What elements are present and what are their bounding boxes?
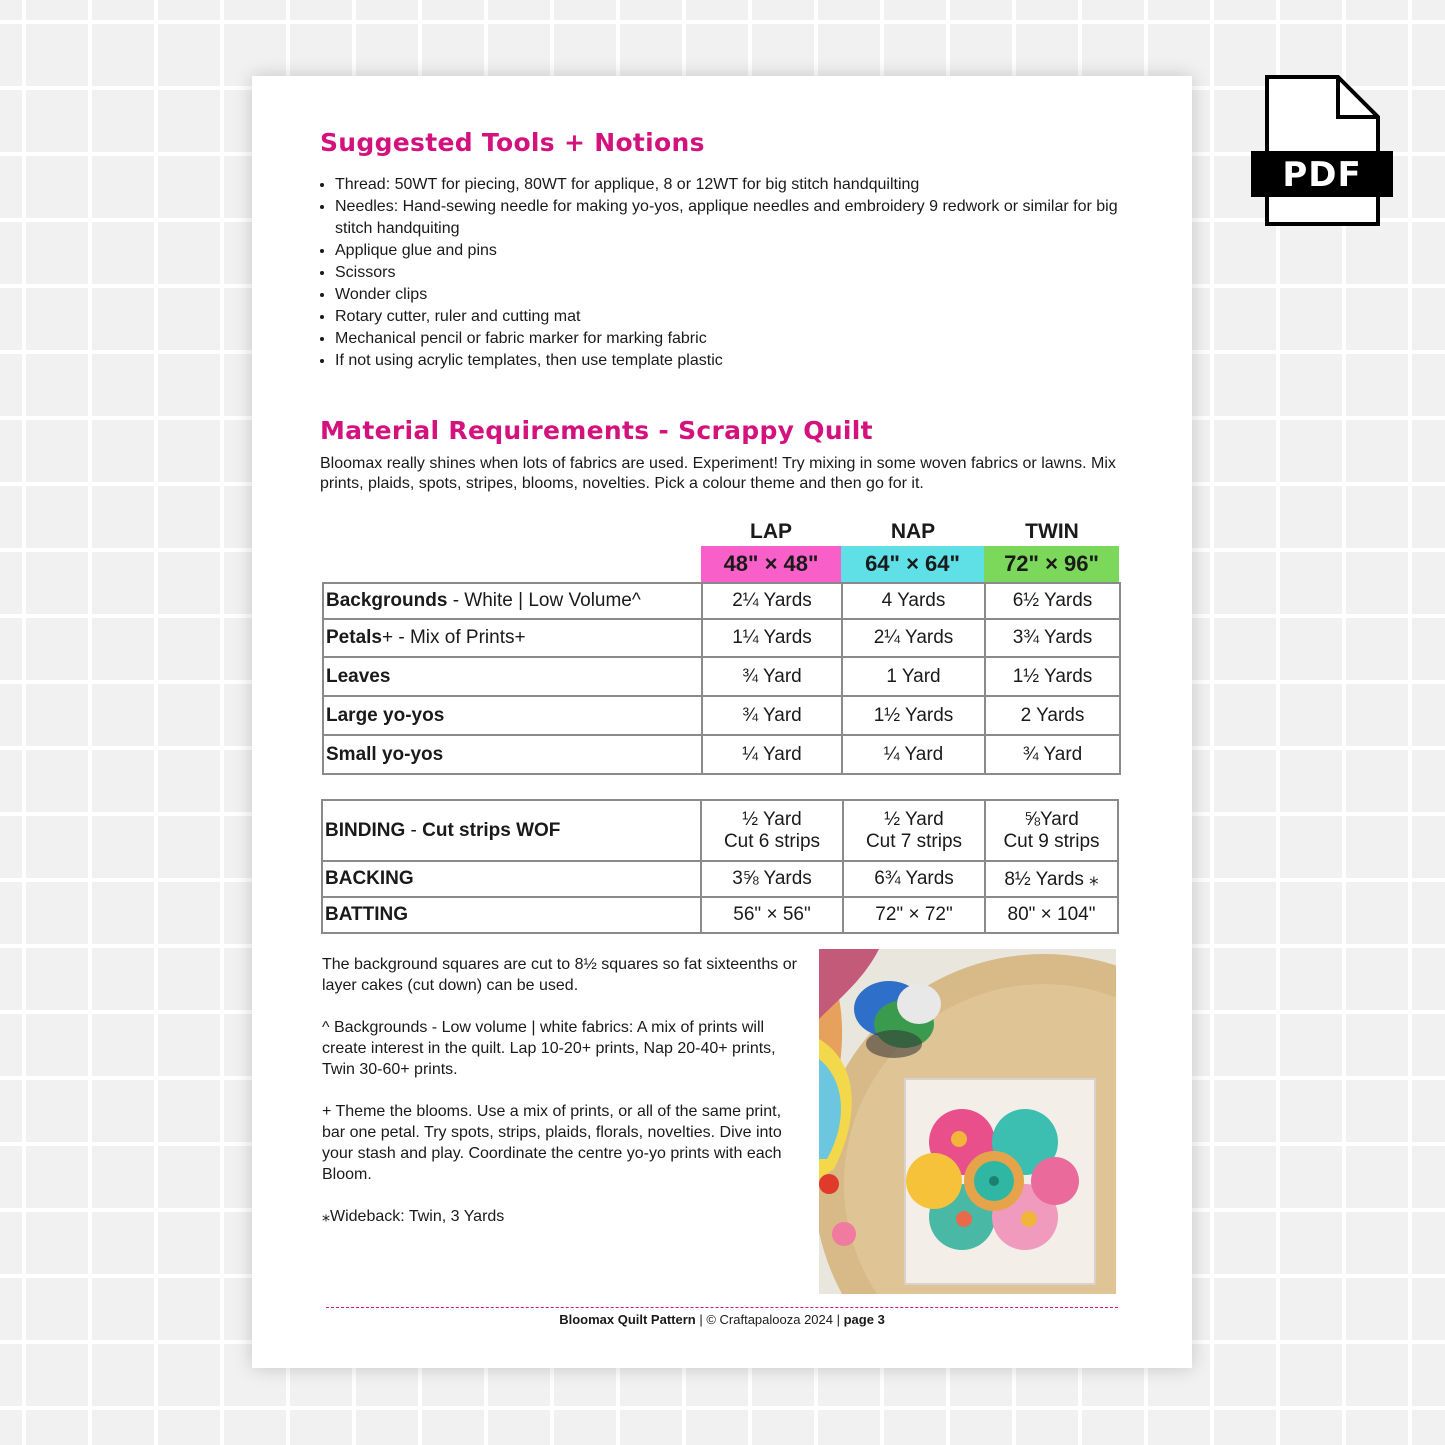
size-name-nap: NAP (890, 520, 936, 543)
cell-nap: 1 Yard (842, 657, 985, 696)
tools-heading: Suggested Tools + Notions (320, 128, 705, 157)
materials-intro: Bloomax really shines when lots of fabrics are used. Experiment! Try mixing in some woven fabrics or lawns. Mix prints, plaids, spots, stripes, blooms, novelties. Pick a colour theme and then go for it. (320, 455, 1116, 492)
row-label: Leaves (323, 657, 702, 696)
cell-twin: ¾ Yard (985, 735, 1120, 774)
list-item: • Needles: Hand-sewing needle for making yo-yos, applique needles and embroidery 9 redwork or similar for big stitch handquiting (335, 196, 1135, 240)
table-row (323, 657, 1120, 696)
size-dims-nap: 64" × 64" (841, 546, 984, 582)
cell-nap: ¼ Yard (842, 735, 985, 774)
page-footer (252, 1312, 1192, 1327)
cell-nap: 6¾ Yards (843, 861, 985, 897)
size-name-lap: LAP (750, 520, 792, 543)
list-item: • Rotary cutter, ruler and cutting mat (335, 306, 1135, 328)
table-row (323, 619, 1120, 657)
size-dims-twin: 72" × 96" (984, 546, 1119, 582)
row-label: BATTING (322, 897, 701, 933)
quilt-block-photo (819, 949, 1116, 1294)
cell-lap: ¾ Yard (702, 657, 842, 696)
notes (322, 954, 802, 1248)
note-paragraph: ⁎Wideback: Twin, 3 Yards (322, 1208, 505, 1225)
document-page (252, 76, 1192, 1368)
cell-lap: 56" × 56" (701, 897, 843, 933)
table-row (322, 800, 1118, 861)
cell-lap: ½ Yard Cut 6 strips (701, 800, 843, 861)
list-item: • Applique glue and pins (335, 240, 1135, 262)
note-paragraph: + Theme the blooms. Use a mix of prints, or all of the same print, bar one petal. Try spots, strips, plaids, florals, novelties. Dive into your stash and play. Coordinate the centre yo-yo prints with each Bloom. (322, 1103, 782, 1183)
table-row (322, 897, 1118, 933)
footer-divider (326, 1307, 1118, 1308)
table-row (323, 735, 1120, 774)
cell-twin: 3¾ Yards (985, 619, 1120, 657)
row-label: BACKING (322, 861, 701, 897)
note-paragraph: The background squares are cut to 8½ squares so fat sixteenths or layer cakes (cut down) can be used. (322, 956, 797, 994)
finishing-table (321, 799, 1119, 934)
fabric-table (322, 582, 1121, 775)
cell-nap: 2¼ Yards (842, 619, 985, 657)
row-label: Petals+ - Mix of Prints+ (323, 619, 702, 657)
list-item: • Scissors (335, 262, 1135, 284)
cell-lap: 2¼ Yards (702, 583, 842, 619)
cell-lap: 1¼ Yards (702, 619, 842, 657)
tools-list (318, 174, 1135, 372)
table-row (323, 696, 1120, 735)
cell-lap: 3⅝ Yards (701, 861, 843, 897)
cell-nap: 72" × 72" (843, 897, 985, 933)
cell-lap: ¼ Yard (702, 735, 842, 774)
page-number: page 3 (843, 1312, 885, 1327)
row-label: Small yo-yos (323, 735, 702, 774)
size-dims-lap: 48" × 48" (701, 546, 841, 582)
list-item: • Thread: 50WT for piecing, 80WT for applique, 8 or 12WT for big stitch handquilting (335, 174, 1135, 196)
table-row (323, 583, 1120, 619)
cell-twin: 6½ Yards (985, 583, 1120, 619)
cell-twin: 2 Yards (985, 696, 1120, 735)
row-label: Backgrounds - White | Low Volume^ (323, 583, 702, 619)
row-label: Large yo-yos (323, 696, 702, 735)
pdf-file-icon (1250, 74, 1396, 235)
cell-twin: ⅝Yard Cut 9 strips (985, 800, 1118, 861)
footer-title: Bloomax Quilt Pattern (559, 1312, 696, 1327)
cell-nap: ½ Yard Cut 7 strips (843, 800, 985, 861)
cell-twin: 8½ Yards ⁎ (985, 861, 1118, 897)
cell-lap: ¾ Yard (702, 696, 842, 735)
table-row (322, 861, 1118, 897)
list-item: • Mechanical pencil or fabric marker for marking fabric (335, 328, 1135, 350)
footer-copyright: | © Craftapalooza 2024 | (695, 1312, 844, 1327)
row-label: BINDING - Cut strips WOF (322, 800, 701, 861)
cell-nap: 4 Yards (842, 583, 985, 619)
list-item: • If not using acrylic templates, then use template plastic (335, 350, 1135, 372)
list-item: • Wonder clips (335, 284, 1135, 306)
cell-nap: 1½ Yards (842, 696, 985, 735)
pdf-badge-label: PDF (1282, 155, 1362, 195)
materials-heading: Material Requirements - Scrappy Quilt (320, 416, 873, 445)
size-name-twin: TWIN (1025, 520, 1079, 543)
cell-twin: 1½ Yards (985, 657, 1120, 696)
cell-twin: 80" × 104" (985, 897, 1118, 933)
note-paragraph: ^ Backgrounds - Low volume | white fabrics: A mix of prints will create interest in the quilt. Lap 10-20+ prints, Nap 20-40+ prints, Twin 30-60+ prints. (322, 1019, 776, 1078)
